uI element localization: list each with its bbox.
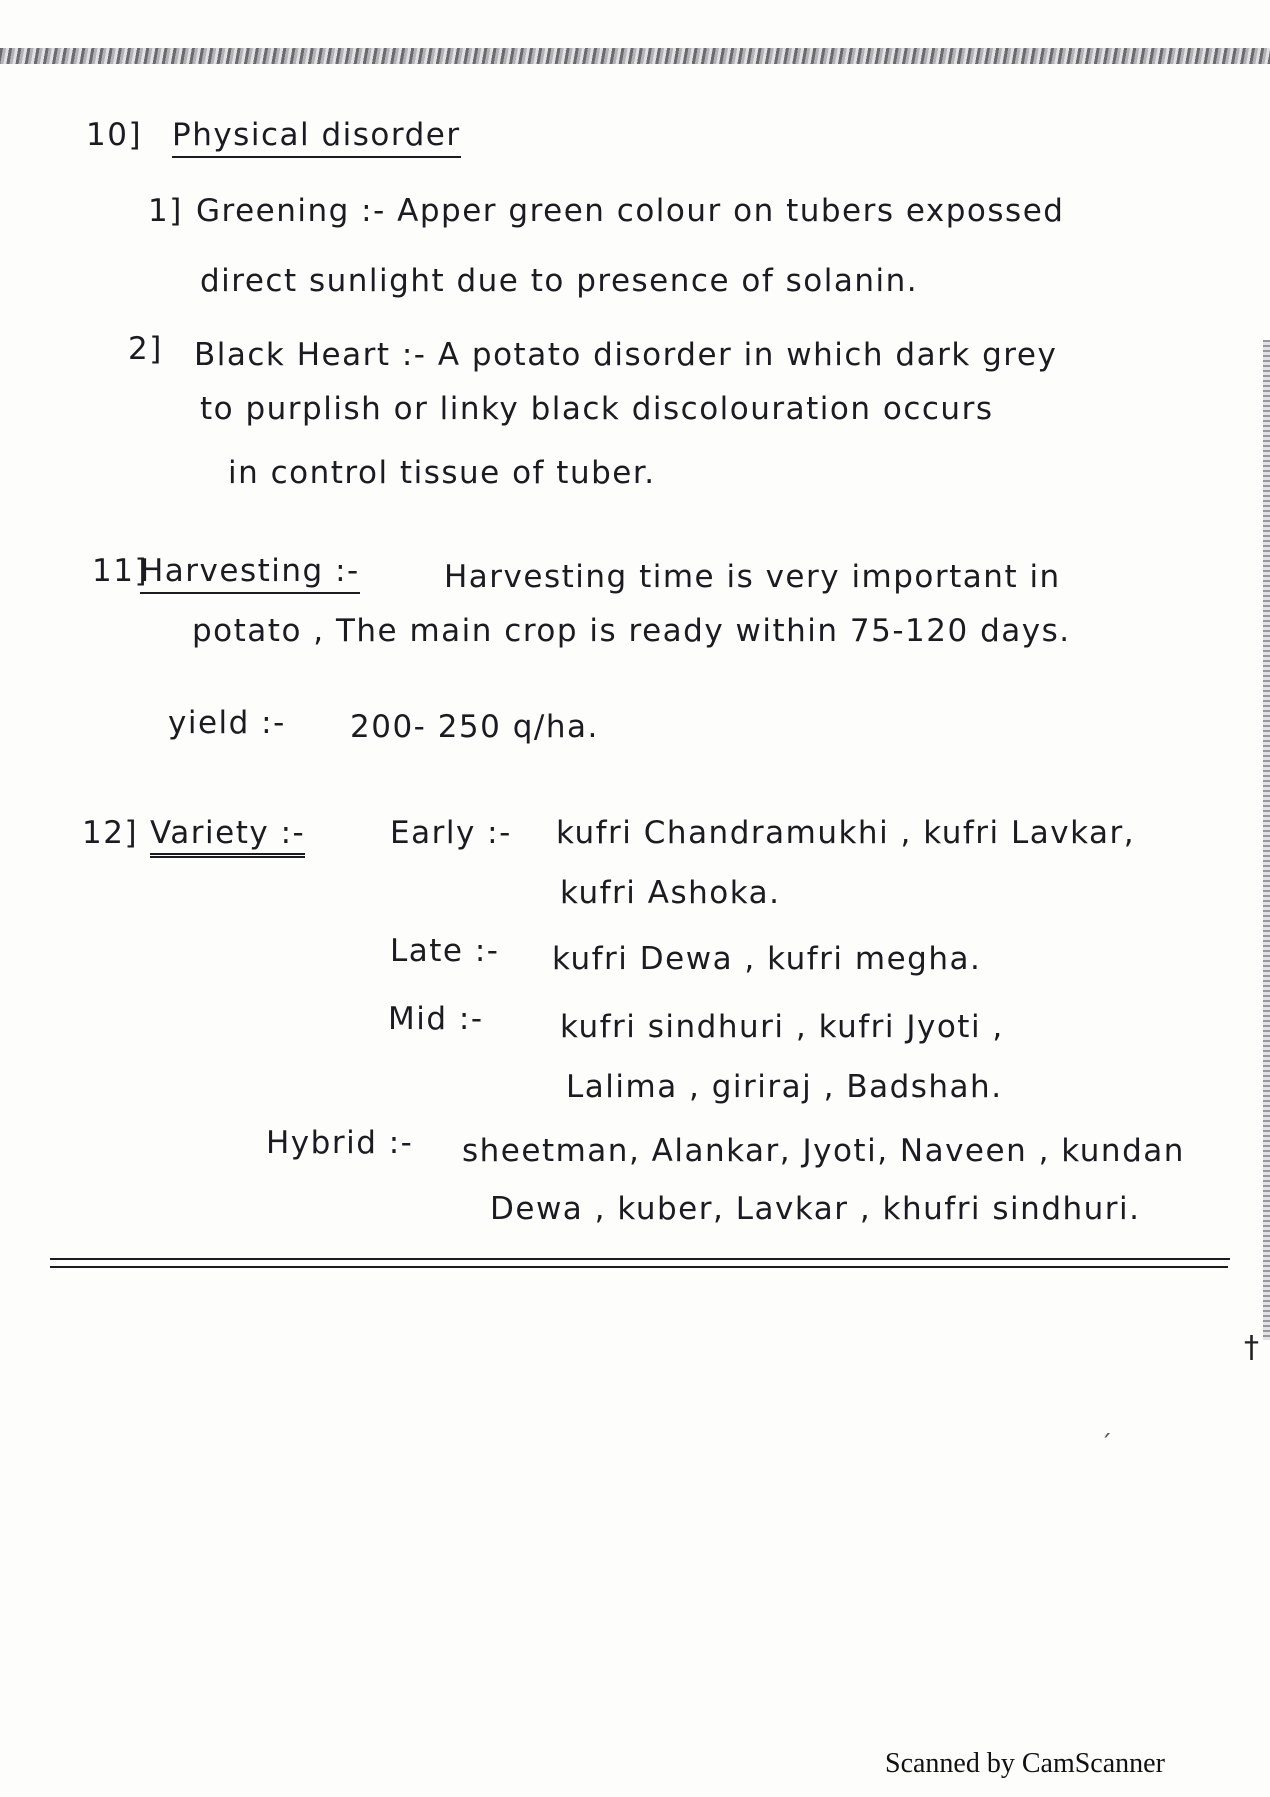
closing-rule-top xyxy=(50,1258,1230,1260)
black-heart-line-2: to purplish or linky black discolouration occurs xyxy=(200,391,994,427)
section-10-title: Physical disorder xyxy=(172,117,461,158)
yield-value: 200- 250 q/ha. xyxy=(350,709,599,745)
greening-number: 1] xyxy=(148,193,183,229)
section-12-heading xyxy=(150,815,306,851)
section-11-number: 11] xyxy=(92,553,149,589)
greening-line-2: direct sunlight due to presence of solanin. xyxy=(200,263,919,299)
section-12-title: Variety :- xyxy=(150,815,305,858)
black-heart-line-3: in control tissue of tuber. xyxy=(228,455,656,491)
stray-dot-icon: ˏ xyxy=(1100,1410,1112,1438)
harvesting-line-2: potato , The main crop is ready within 75-120 days. xyxy=(192,613,1071,649)
variety-late-label: Late :- xyxy=(390,933,500,969)
scanner-watermark: Scanned by CamScanner xyxy=(885,1748,1165,1779)
harvesting-line-1: Harvesting time is very important in xyxy=(444,559,1061,595)
variety-mid-line-1: kufri sindhuri , kufri Jyoti , xyxy=(560,1009,1004,1045)
variety-mid-line-2: Lalima , giriraj , Badshah. xyxy=(566,1069,1003,1105)
scan-right-edge xyxy=(1263,340,1270,1340)
yield-label: yield :- xyxy=(168,705,286,741)
section-11-heading xyxy=(140,553,360,589)
section-11-title: Harvesting :- xyxy=(140,553,360,594)
closing-rule-bottom xyxy=(50,1266,1228,1268)
black-heart-number: 2] xyxy=(128,331,163,367)
section-12-number: 12] xyxy=(82,815,139,851)
variety-hybrid-line-2: Dewa , kuber, Lavkar , khufri sindhuri. xyxy=(490,1191,1141,1227)
section-10-heading xyxy=(172,117,461,153)
black-heart-line-1: Black Heart :- A potato disorder in which dark grey xyxy=(194,337,1058,373)
variety-early-line-1: kufri Chandramukhi , kufri Lavkar, xyxy=(556,815,1136,851)
variety-early-line-2: kufri Ashoka. xyxy=(560,875,781,911)
stray-mark-icon: † xyxy=(1244,1330,1259,1365)
section-10-number: 10] xyxy=(86,117,143,153)
scan-top-edge xyxy=(0,48,1270,64)
variety-late-value: kufri Dewa , kufri megha. xyxy=(552,941,982,977)
variety-hybrid-line-1: sheetman, Alankar, Jyoti, Naveen , kundan xyxy=(462,1133,1185,1169)
variety-early-label: Early :- xyxy=(390,815,512,851)
greening-line-1: Greening :- Apper green colour on tubers expossed xyxy=(196,193,1065,229)
variety-mid-label: Mid :- xyxy=(388,1001,484,1037)
variety-hybrid-label: Hybrid :- xyxy=(266,1125,414,1161)
